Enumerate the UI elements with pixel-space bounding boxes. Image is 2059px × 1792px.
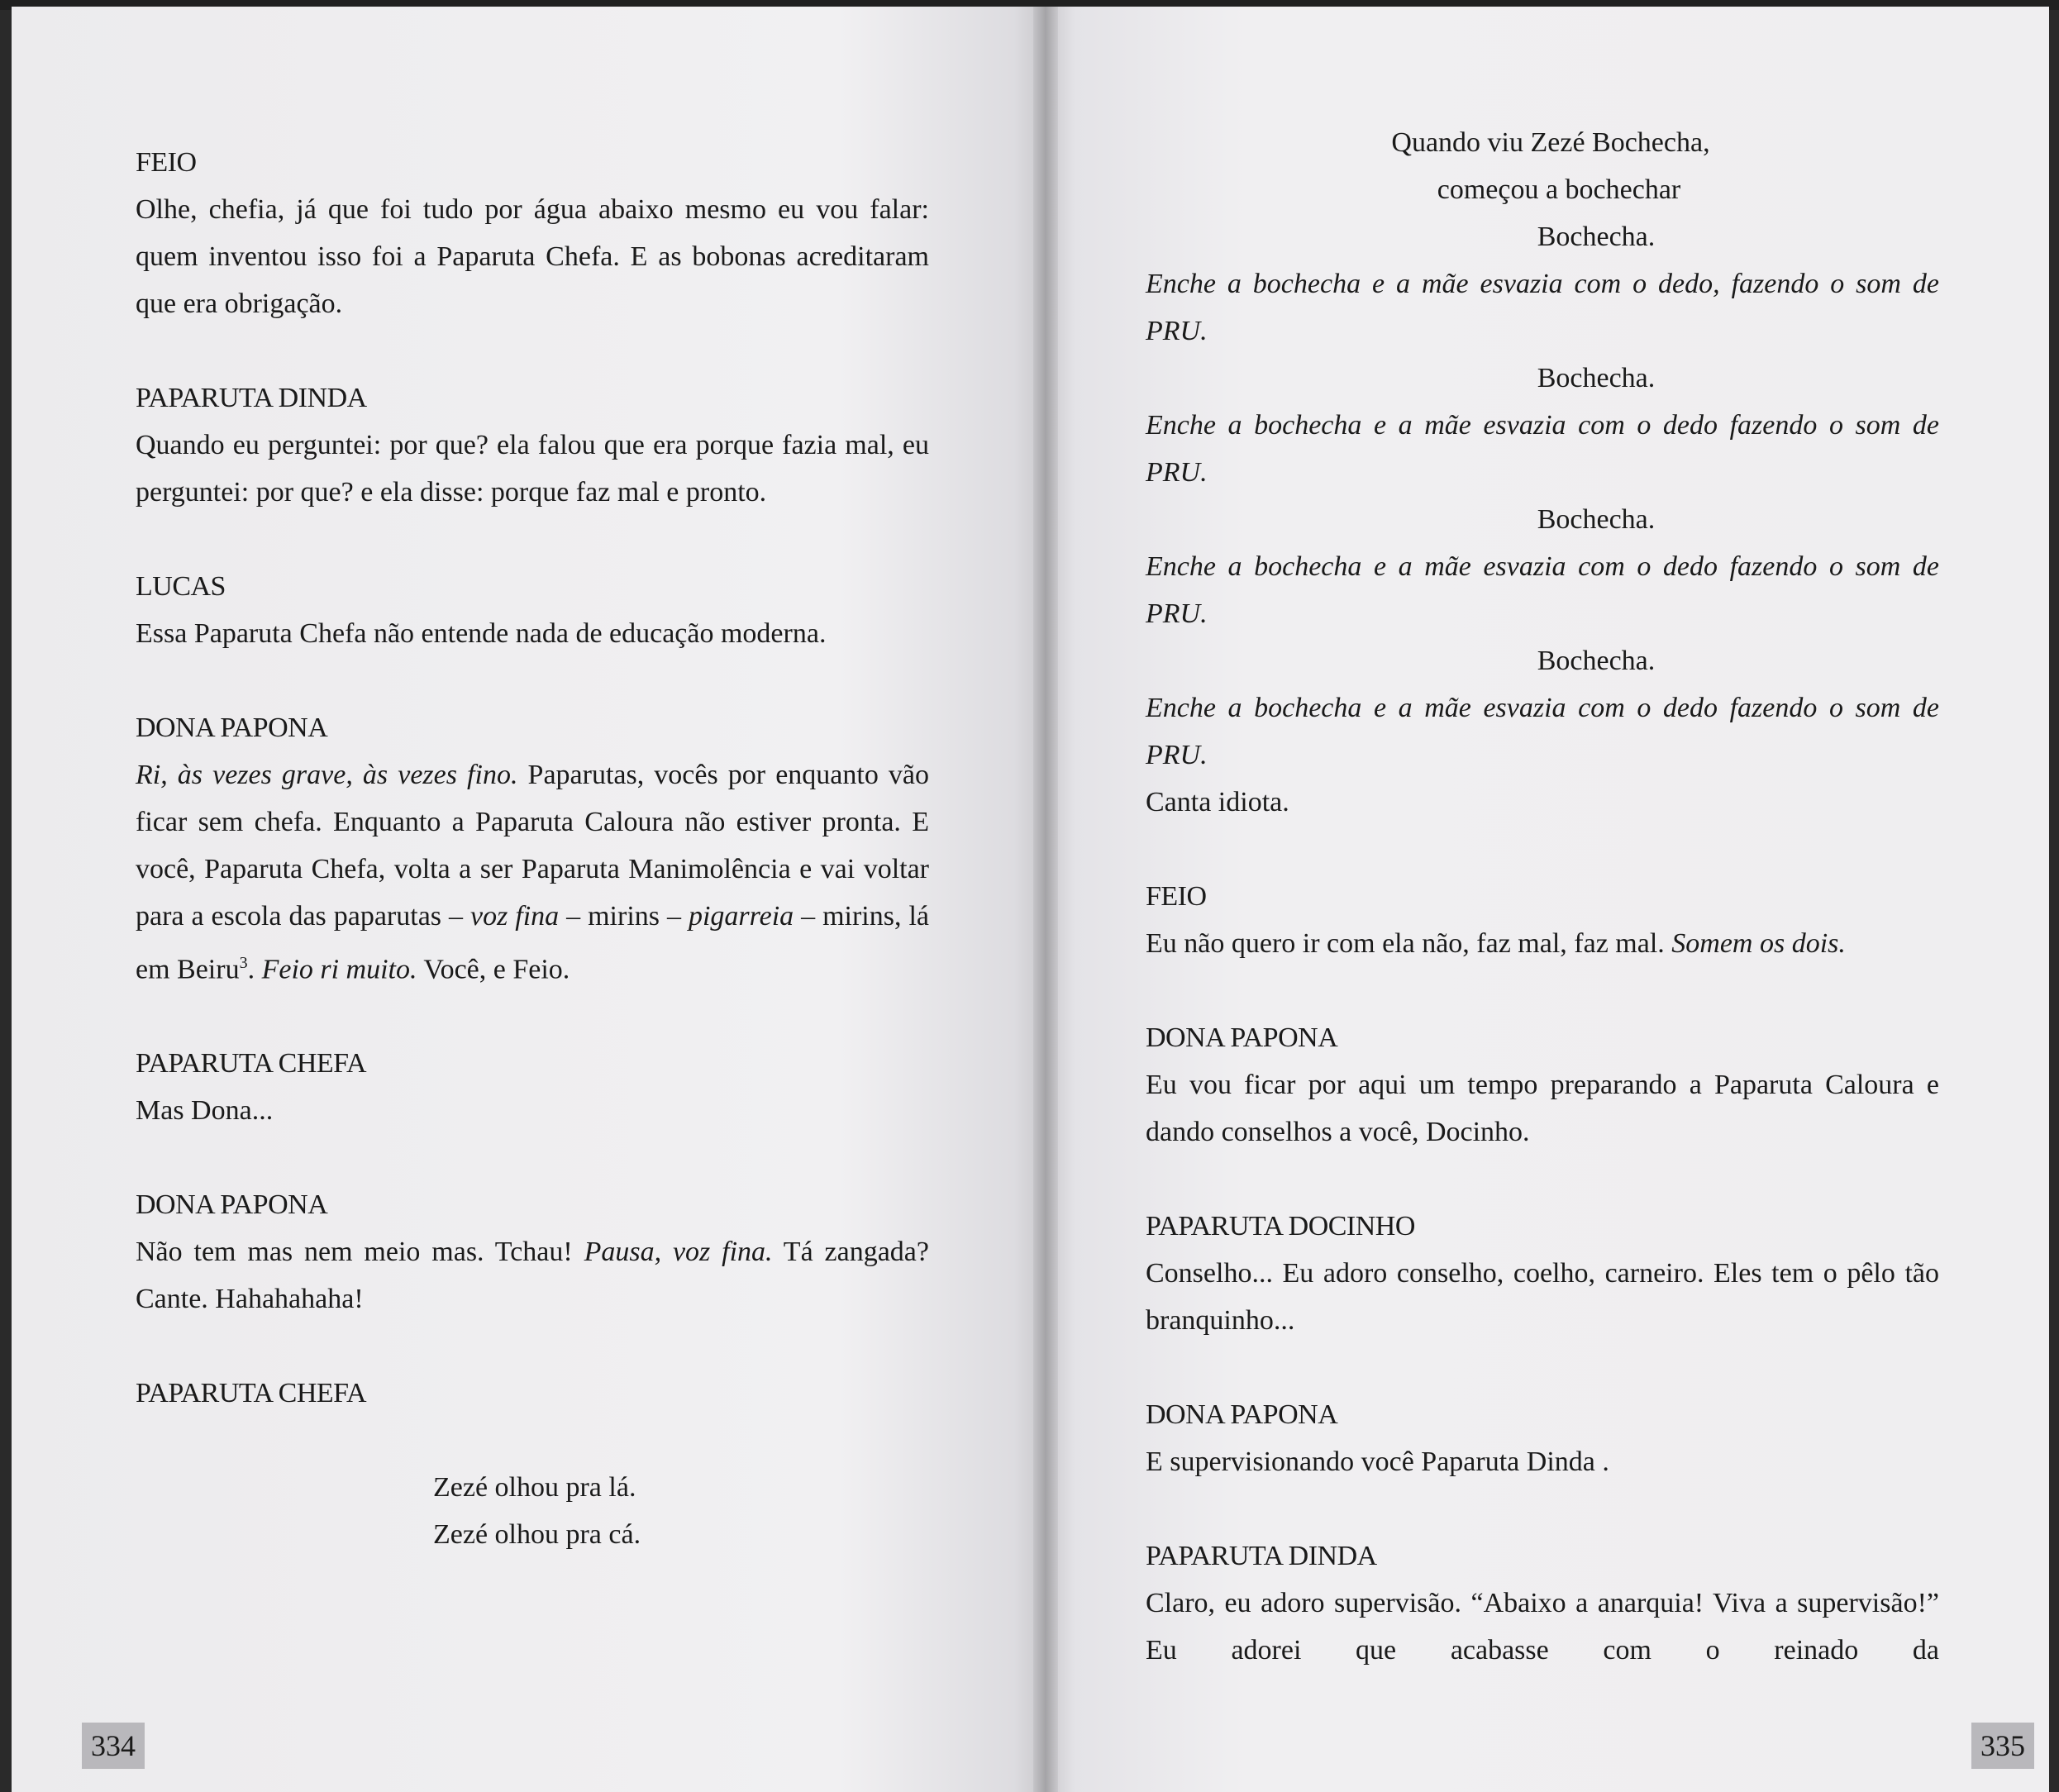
- speaker-name: LUCAS: [136, 571, 226, 602]
- dialogue-block: [1146, 1014, 1939, 1156]
- book-gutter: [1033, 7, 1058, 1792]
- speaker-name: DONA PAPONA: [1146, 1022, 1338, 1053]
- song-line: Zezé olhou pra lá.: [433, 1472, 636, 1504]
- stage-direction: Enche a bochecha e a mãe esvazia com o dedo fazendo o som de PRU.: [1146, 410, 1939, 488]
- speaker-name: PAPARUTA CHEFA: [136, 1378, 367, 1409]
- speaker-name: PAPARUTA CHEFA: [136, 1048, 367, 1079]
- dialogue-block: [1146, 873, 1939, 967]
- speech-text: Claro, eu adoro supervisão. “Abaixo a anarquia! Viva a supervisão!” Eu adorei que acabasse com o reinado da: [1146, 1588, 1939, 1666]
- dialogue-block: [136, 563, 929, 657]
- stage-direction: Enche a bochecha e a mãe esvazia com o dedo, fazendo o som de PRU.: [1146, 269, 1939, 346]
- speaker-name: FEIO: [1146, 881, 1207, 912]
- speech-text: Eu não quero ir com ela não, faz mal, faz mal. Somem os dois.: [1146, 928, 1846, 959]
- stage-direction: Pausa, voz fina.: [584, 1237, 773, 1268]
- dialogue-block: [136, 139, 929, 327]
- song-line: Zezé olhou pra cá.: [433, 1519, 641, 1551]
- stage-direction: Ri, às vezes grave, às vezes fino.: [136, 760, 518, 790]
- song-line: Bochecha.: [1537, 222, 1656, 252]
- song-end: Canta idiota.: [1146, 787, 1289, 817]
- speaker-name: FEIO: [136, 147, 197, 178]
- speaker-name: PAPARUTA DOCINHO: [1146, 1211, 1415, 1242]
- speech-text: Quando eu perguntei: por que? ela falou que era porque fazia mal, eu perguntei: por que? e ela disse: porque faz mal e pronto.: [136, 430, 929, 508]
- stage-direction: voz fina: [469, 901, 560, 932]
- dialogue-block: [1146, 1203, 1939, 1344]
- dialogue-block: [136, 1370, 929, 1558]
- speech-text: Essa Paparuta Chefa não entende nada de educação moderna.: [136, 618, 827, 649]
- speech-text: Ri, às vezes grave, às vezes fino. Paparutas, vocês por enquanto vão ficar sem chefa. Enquanto a Paparuta Caloura não estiver pronta. E você, Paparuta Chefa, volta a ser Paparuta Manimolência e vai voltar para a escola das paparutas – voz fina – mirins – pigarreia – mirins, lá em Beiru$^3$. Feio ri muito. Você, e Feio.: [136, 760, 929, 985]
- page-number: 335: [1971, 1723, 2034, 1769]
- speech-text: Eu vou ficar por aqui um tempo preparando a Paparuta Caloura e dando conselhos a você, Docinho.: [1146, 1070, 1939, 1147]
- stage-direction: Enche a bochecha e a mãe esvazia com o dedo fazendo o som de PRU.: [1146, 551, 1939, 629]
- stage-direction: pigarreia: [688, 901, 794, 932]
- left-page-text: [136, 139, 929, 1558]
- speaker-name: DONA PAPONA: [136, 1189, 328, 1221]
- dialogue-block: [136, 374, 929, 516]
- page-number: 334: [82, 1723, 145, 1769]
- right-page-text: [1146, 119, 1939, 1674]
- speaker-name: PAPARUTA DINDA: [1146, 1541, 1377, 1571]
- stage-direction: Enche a bochecha e a mãe esvazia com o dedo fazendo o som de PRU.: [1146, 693, 1939, 770]
- stage-direction: Feio ri muito.: [261, 954, 417, 985]
- song-line: Quando viu Zezé Bochecha,: [1391, 127, 1710, 158]
- speech-text: Olhe, chefia, já que foi tudo por água abaixo mesmo eu vou falar: quem inventou isso foi a Paparuta Chefa. E as bobonas acreditaram que era obrigação.: [136, 194, 929, 319]
- speech-text: Mas Dona...: [136, 1095, 274, 1127]
- dialogue-block: [136, 1181, 929, 1323]
- song-line: Bochecha.: [1537, 504, 1656, 535]
- left-page: [12, 7, 1045, 1792]
- song-line: Bochecha.: [1537, 646, 1656, 676]
- dialogue-block: [136, 1040, 929, 1134]
- stage-direction: Somem os dois.: [1671, 928, 1846, 959]
- dialogue-block: [136, 704, 929, 993]
- song-line: Bochecha.: [1537, 363, 1656, 393]
- footnote-marker: 3: [239, 954, 248, 972]
- speech-text: E supervisionando você Paparuta Dinda .: [1146, 1446, 1609, 1477]
- speech-text: Não tem mas nem meio mas. Tchau! Pausa, voz fina. Tá zangada? Cante. Hahahahaha!: [136, 1237, 929, 1315]
- right-page: [1045, 7, 2049, 1792]
- speech-text: Conselho... Eu adoro conselho, coelho, carneiro. Eles tem o pêlo tão branquinho...: [1146, 1258, 1939, 1336]
- speaker-name: DONA PAPONA: [1146, 1399, 1338, 1430]
- dialogue-block: [1146, 1391, 1939, 1485]
- dialogue-block: [1146, 1532, 1939, 1674]
- speaker-name: PAPARUTA DINDA: [136, 383, 367, 413]
- speaker-name: DONA PAPONA: [136, 713, 328, 743]
- song-line: começou a bochechar: [1437, 174, 1681, 205]
